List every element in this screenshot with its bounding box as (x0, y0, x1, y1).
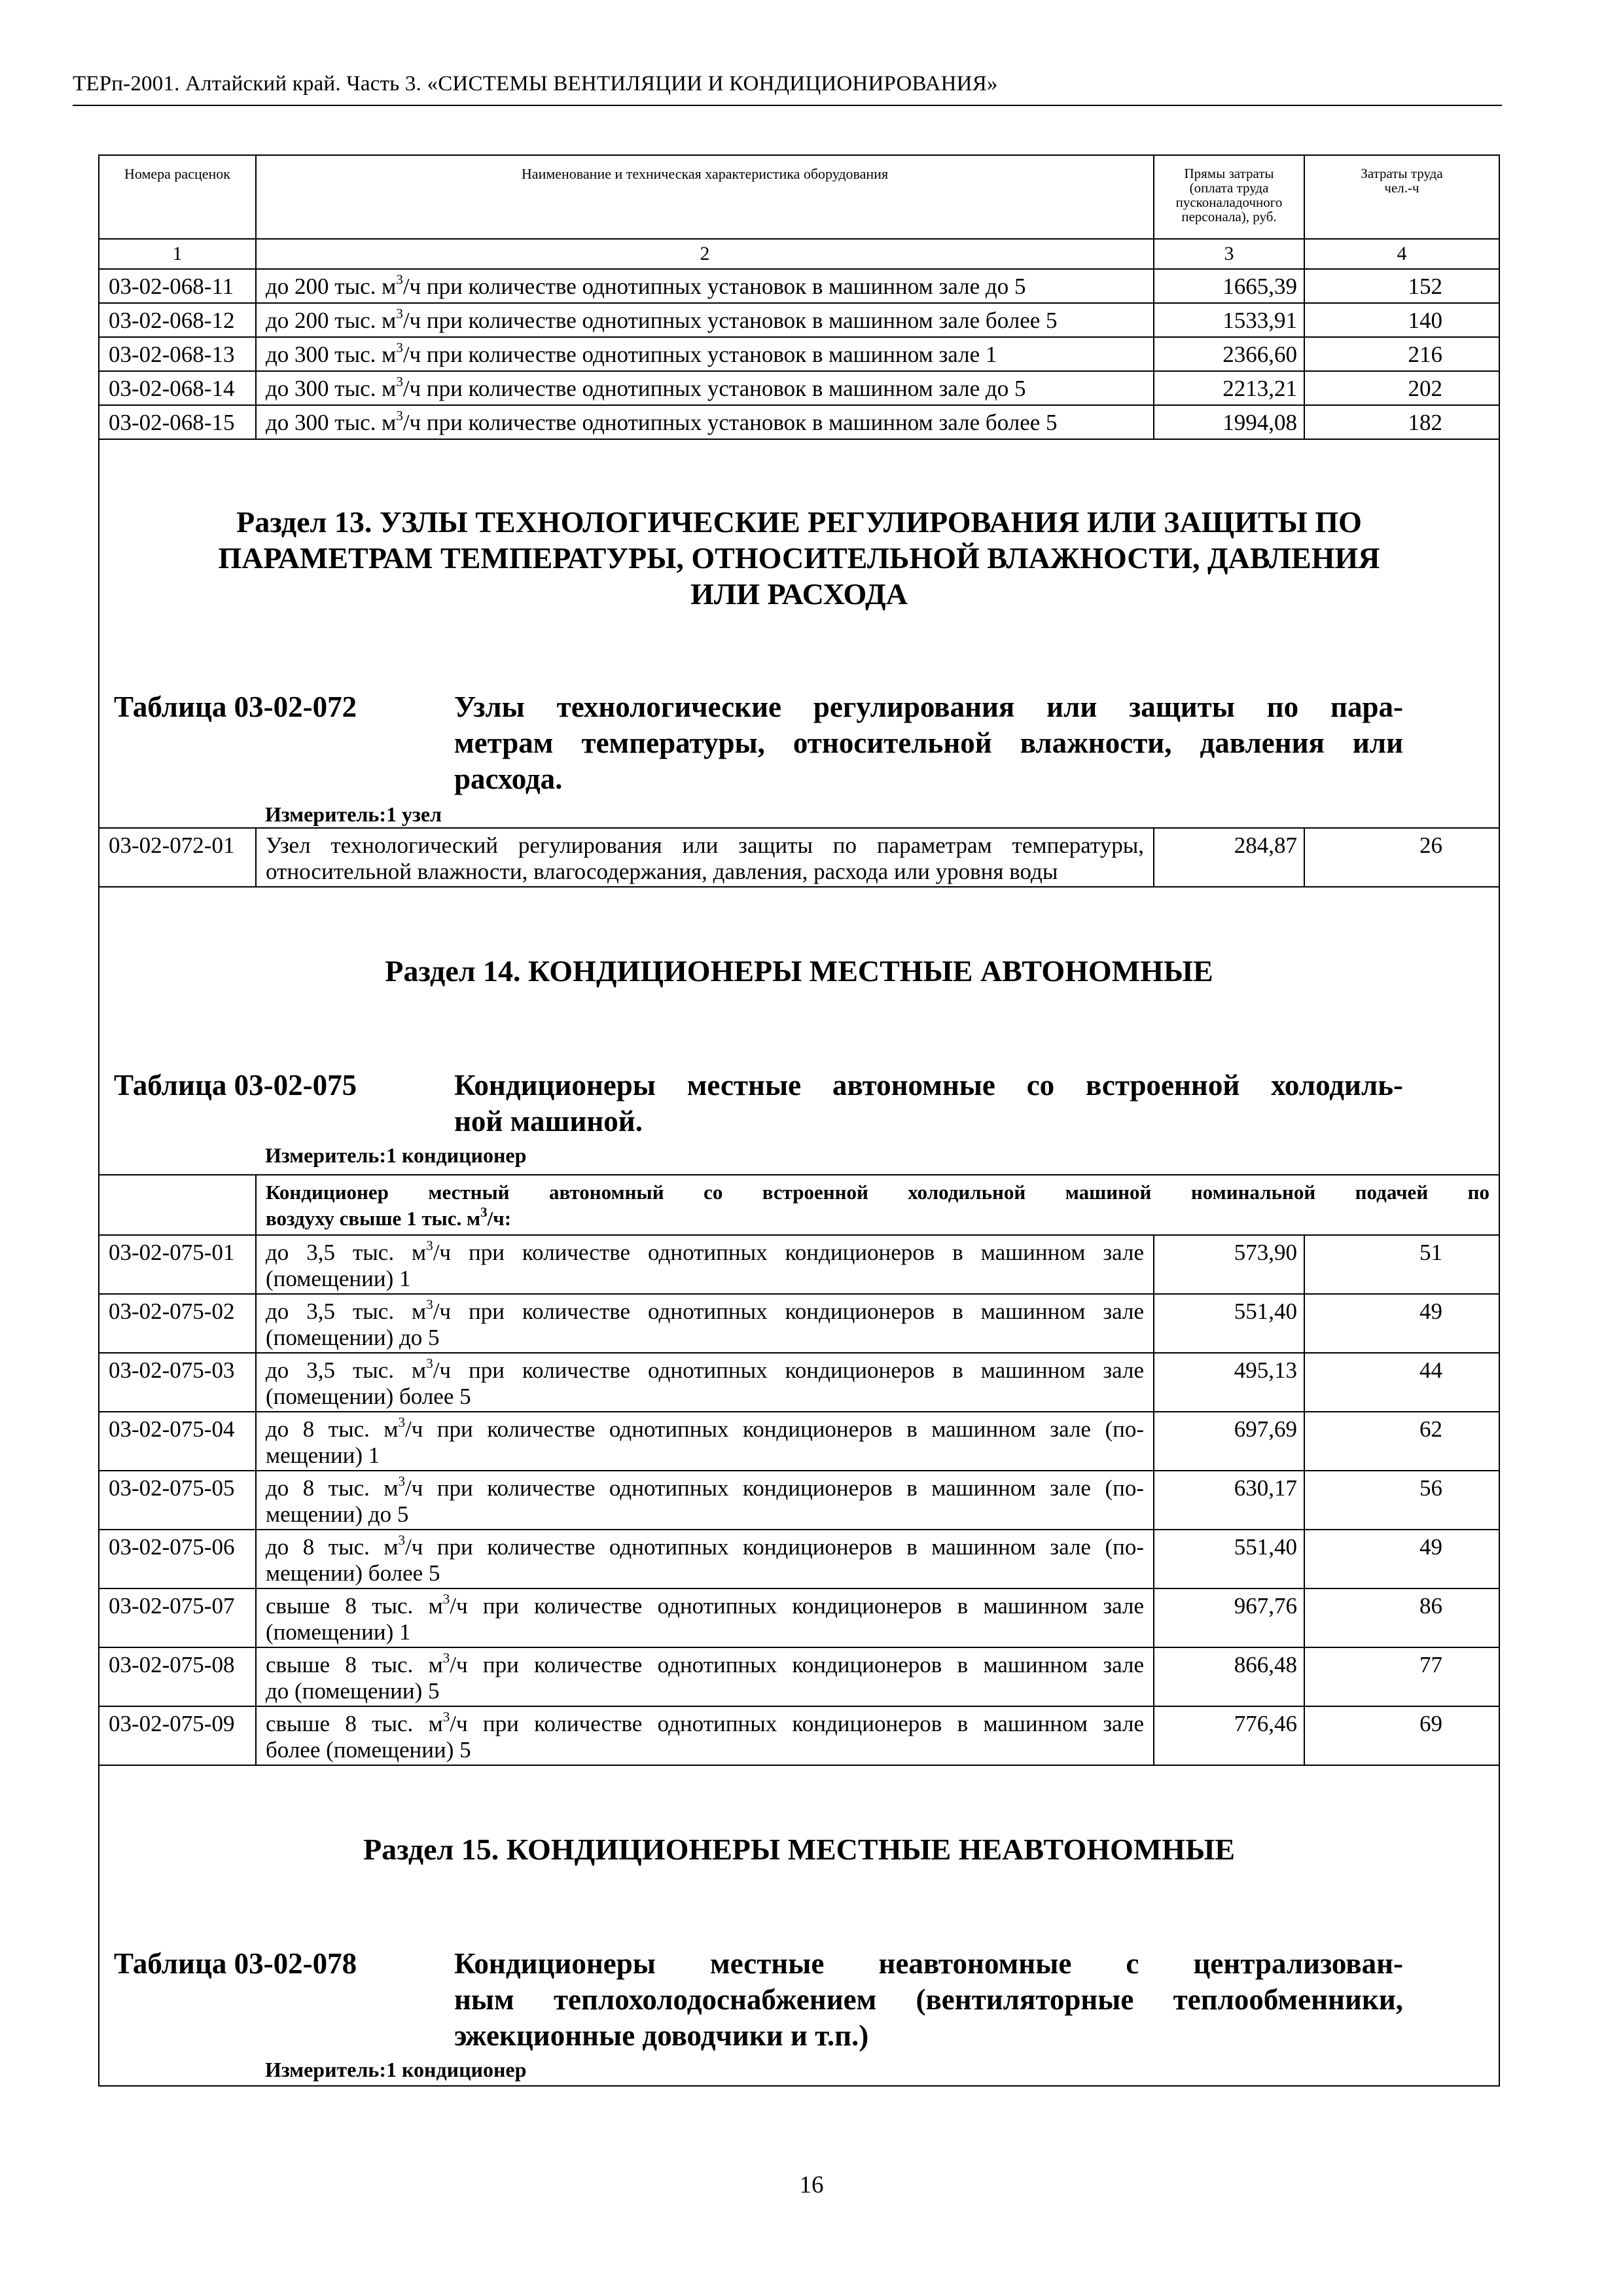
rate-cost: 284,87 (1154, 828, 1304, 887)
column-number-row: 1 2 3 4 (99, 239, 1499, 269)
rate-labor: 62 (1304, 1412, 1499, 1471)
table-078-title: Кондиционеры местные неавтономные с централизован- ным теплохолодоснабжением (вентиляторные теплообменники, эжекционные доводчики и т.п.) (454, 1947, 1403, 2052)
rates-table (98, 154, 1500, 2087)
page-number: 16 (799, 2172, 824, 2198)
section-14-title: Раздел 14. КОНДИЦИОНЕРЫ МЕСТНЫЕ АВТОНОМНЫЕ (385, 954, 1213, 988)
rate-cost: 2366,60 (1154, 337, 1304, 371)
rate-description: Узел технологический регулирования или защиты по параметрам температуры, относительной влажности, влагосодержания, давления, расхода или уровня воды (256, 828, 1154, 887)
rate-labor: 56 (1304, 1471, 1499, 1530)
rate-code: 03-02-068-11 (99, 269, 256, 303)
table-072-title: Узлы технологические регулирования или защиты по пара- метрам температуры, относительной влажности, давления или расхода. (454, 691, 1403, 795)
rate-description: до 3,5 тыс. $м^3/ч$ при количестве однотипных кондиционеров в машинном зале (помещении) более 5 (256, 1353, 1154, 1412)
rate-code: 03-02-068-15 (99, 405, 256, 439)
rate-cost: 776,46 (1154, 1706, 1304, 1765)
rate-cost: 551,40 (1154, 1530, 1304, 1588)
rate-cost: 551,40 (1154, 1294, 1304, 1353)
rate-labor: 202 (1304, 371, 1499, 405)
rate-code: 03-02-068-13 (99, 337, 256, 371)
rate-code: 03-02-075-03 (99, 1353, 256, 1412)
rate-cost: 630,17 (1154, 1471, 1304, 1530)
rate-cost: 1533,91 (1154, 303, 1304, 337)
table-row (99, 1412, 1499, 1471)
rate-code: 03-02-075-02 (99, 1294, 256, 1353)
table-header-row (99, 155, 1499, 239)
rate-description: свыше 8 тыс. $м^3/ч$ при количестве однотипных кондиционеров в машинном зале до (помещении) 5 (256, 1647, 1154, 1706)
rate-labor: 86 (1304, 1588, 1499, 1647)
rate-description: свыше 8 тыс. $м^3/ч$ при количестве однотипных кондиционеров в машинном зале (помещении) 1 (256, 1588, 1154, 1647)
table-row (99, 1353, 1499, 1412)
rate-description: до 300 тыс. $м^3/ч$ при количестве однотипных установок в машинном зале 1 (256, 337, 1154, 371)
section-13-block (99, 439, 1499, 828)
table-078-heading (99, 1946, 1499, 2054)
rate-description: до 300 тыс. $м^3/ч$ при количестве однотипных установок в машинном зале более 5 (256, 405, 1154, 439)
running-head: ТЕРп-2001. Алтайский край. Часть 3. «СИСТЕМЫ ВЕНТИЛЯЦИИ И КОНДИЦИОНИРОВАНИЯ» (73, 72, 998, 96)
rate-cost: 697,69 (1154, 1412, 1304, 1471)
table-078-label: Таблица 03-02-078 (114, 1947, 357, 1980)
rate-cost: 495,13 (1154, 1353, 1304, 1412)
table-072-label: Таблица 03-02-072 (114, 691, 357, 723)
section-14-block (99, 887, 1499, 1175)
rate-code: 03-02-068-14 (99, 371, 256, 405)
table-row (99, 371, 1499, 405)
rate-labor: 44 (1304, 1353, 1499, 1412)
table-row (99, 303, 1499, 337)
table-row (99, 269, 1499, 303)
rate-labor: 182 (1304, 405, 1499, 439)
section-13-title: Раздел 13. УЗЛЫ ТЕХНОЛОГИЧЕСКИЕ РЕГУЛИРОВАНИЯ ИЛИ ЗАЩИТЫ ПО ПАРАМЕТРАМ ТЕМПЕРАТУРЫ, ОТНОСИТЕЛЬНОЙ ВЛАЖНОСТИ, ДАВЛЕНИЯ ИЛИ РАСХОДА (218, 505, 1380, 611)
rate-description: свыше 8 тыс. $м^3/ч$ при количестве однотипных кондиционеров в машинном зале более (помещении) 5 (256, 1706, 1154, 1765)
table-075-title: Кондиционеры местные автономные со встроенной холодиль- ной машиной. (454, 1069, 1403, 1138)
rate-description: до 300 тыс. $м^3/ч$ при количестве однотипных установок в машинном зале до 5 (256, 371, 1154, 405)
rate-cost: 1994,08 (1154, 405, 1304, 439)
rate-labor: 26 (1304, 828, 1499, 887)
rate-labor: 51 (1304, 1235, 1499, 1294)
header-col-cost: Прямы затраты (оплата труда пусконаладочного персонала), руб. (1154, 155, 1304, 239)
rate-labor: 140 (1304, 303, 1499, 337)
header-col-code: Номера расценок (99, 155, 256, 239)
rate-code: 03-02-075-01 (99, 1235, 256, 1294)
rate-labor: 77 (1304, 1647, 1499, 1706)
rate-code: 03-02-068-12 (99, 303, 256, 337)
rate-description: до 200 тыс. $м^3/ч$ при количестве однотипных установок в машинном зале до 5 (256, 269, 1154, 303)
table-row (99, 405, 1499, 439)
rate-labor: 49 (1304, 1294, 1499, 1353)
rate-description: до 3,5 тыс. $м^3/ч$ при количестве однотипных кондиционеров в машинном зале (помещении) 1 (256, 1235, 1154, 1294)
table-row (99, 1647, 1499, 1706)
rate-code: 03-02-075-09 (99, 1706, 256, 1765)
table-row (99, 1588, 1499, 1647)
table-072-heading (99, 689, 1499, 797)
header-rule (73, 105, 1502, 106)
rate-description: до 3,5 тыс. $м^3/ч$ при количестве однотипных кондиционеров в машинном зале (помещении) до 5 (256, 1294, 1154, 1353)
rate-description: до 8 тыс. $м^3/ч$ при количестве однотипных кондиционеров в машинном зале (по- мещении) до 5 (256, 1471, 1154, 1530)
rate-cost: 2213,21 (1154, 371, 1304, 405)
table-075-measure: Измеритель:1 кондиционер (265, 1143, 527, 1167)
rate-cost: 967,76 (1154, 1588, 1304, 1647)
table-row (99, 1706, 1499, 1765)
table-078-measure: Измеритель:1 кондиционер (265, 2058, 527, 2081)
table-row (99, 1235, 1499, 1294)
table-row (99, 337, 1499, 371)
rate-labor: 216 (1304, 337, 1499, 371)
header-col-labor: Затраты труда чел.-ч (1304, 155, 1499, 239)
rate-cost: 573,90 (1154, 1235, 1304, 1294)
rate-cost: 1665,39 (1154, 269, 1304, 303)
section-15-title: Раздел 15. КОНДИЦИОНЕРЫ МЕСТНЫЕ НЕАВТОНОМНЫЕ (363, 1833, 1235, 1866)
table-072-measure: Измеритель:1 узел (265, 802, 442, 826)
rate-code: 03-02-075-07 (99, 1588, 256, 1647)
rate-code: 03-02-075-06 (99, 1530, 256, 1588)
rate-code: 03-02-075-08 (99, 1647, 256, 1706)
rate-code: 03-02-072-01 (99, 828, 256, 887)
table-row (99, 1294, 1499, 1353)
rate-labor: 152 (1304, 269, 1499, 303)
section-15-block (99, 1765, 1499, 2086)
rate-code: 03-02-075-05 (99, 1471, 256, 1530)
group-description: Кондиционер местный автономный со встроенной холодильной машиной номинальной подачей по воздуху свыше 1 тыс. $м^3/ч$: (256, 1175, 1499, 1235)
rate-labor: 49 (1304, 1530, 1499, 1588)
header-col-description: Наименование и техническая характеристика оборудования (256, 155, 1154, 239)
rate-description: до 8 тыс. $м^3/ч$ при количестве однотипных кондиционеров в машинном зале (по- мещении) более 5 (256, 1530, 1154, 1588)
rate-cost: 866,48 (1154, 1647, 1304, 1706)
table-row (99, 1530, 1499, 1588)
rate-labor: 69 (1304, 1706, 1499, 1765)
table-row (99, 828, 1499, 887)
rate-description: до 200 тыс. $м^3/ч$ при количестве однотипных установок в машинном зале более 5 (256, 303, 1154, 337)
table-row (99, 1471, 1499, 1530)
group-row (99, 1175, 1499, 1235)
rate-code: 03-02-075-04 (99, 1412, 256, 1471)
table-075-heading (99, 1067, 1499, 1139)
table-075-label: Таблица 03-02-075 (114, 1069, 357, 1102)
rate-description: до 8 тыс. $м^3/ч$ при количестве однотипных кондиционеров в машинном зале (по- мещении) 1 (256, 1412, 1154, 1471)
